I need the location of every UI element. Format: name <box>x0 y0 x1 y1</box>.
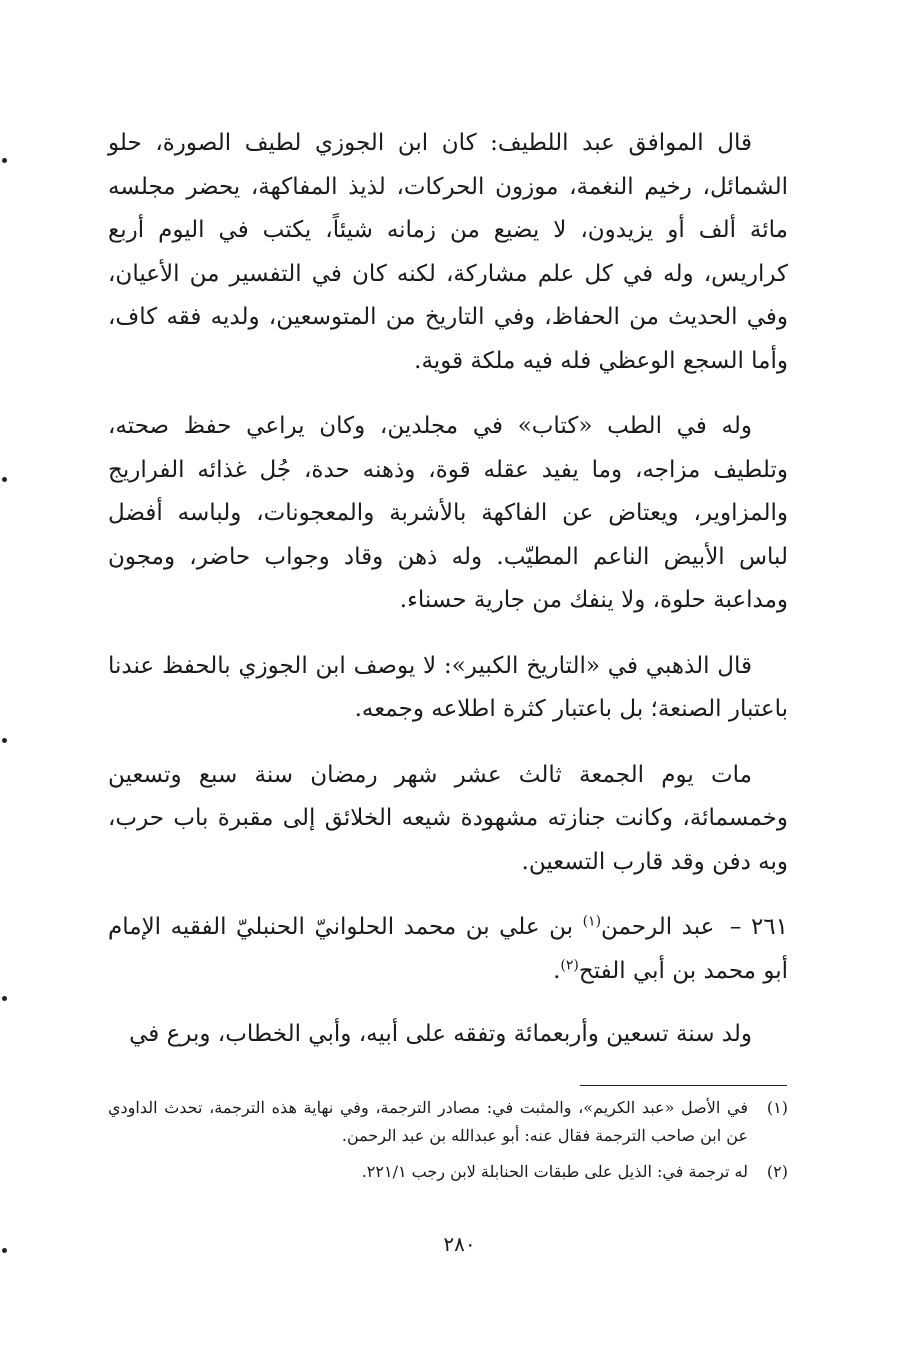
paragraph-1: قال الموافق عبد اللطيف: كان ابن الجوزي لطيف الصورة، حلو الشمائل، رخيم النغمة، موزون الحركات، لذيذ المفاكهة، يحضر مجلسه مائة ألف أو يزيدون، لا يضيع من زمانه شيئاً، يكتب في اليوم أربع كراريس، وله في كل علم مشاركة، لكنه كان في التفسير من الأعيان، وفي الحديث من الحفاظ، وفي التاريخ من المتوسعين، ولديه فقه كاف، وأما السجع الوعظي فله فيه ملكة قوية. <box>108 130 788 374</box>
page-number: ٢٨٠ <box>443 1232 476 1256</box>
entry-number: ٢٦١ – <box>729 914 788 940</box>
paragraph-5: ولد سنة تسعين وأربعمائة وتفقه على أبيه، وأبي الخطاب، وبرع في <box>129 1021 752 1047</box>
footnote-ref-2: (٢) <box>560 956 579 973</box>
scan-edge-mark <box>2 996 7 1001</box>
paragraph-3: قال الذهبي في «التاريخ الكبير»: لا يوصف ابن الجوزي بالحفظ عندنا باعتبار الصنعة؛ بل باعتبار كثرة اطلاعه وجمعه. <box>108 652 788 722</box>
footnotes <box>108 1094 788 1194</box>
footnote-divider <box>580 1085 787 1086</box>
entry-end: . <box>553 957 561 984</box>
footnote-2-number: (٢) <box>766 1162 788 1181</box>
paragraph-2: وله في الطب «كتاب» في مجلدين، وكان يراعي حفظ صحته، وتلطيف مزاجه، وما يفيد عقله قوة، وذهنه حدة، جُل غذائه الفراريج والمزاوير، ويعتاض عن الفاكهة بالأشربة والمعجونات، ولباسه أفضل لباس الأبيض الناعم المطيّب. وله ذهن وقاد وجواب حاضر، ومجون ومداعبة حلوة، ولا ينفك من جارية حسناء. <box>108 413 788 613</box>
footnote-ref-1: (١) <box>582 913 602 930</box>
main-text <box>108 122 788 1079</box>
entry-name-part2: بن علي بن محمد الحلوانيّ الحنبليّ الفقيه الإمام أبو محمد بن أبي الفتح <box>108 914 788 984</box>
footnote-1-text: في الأصل «عبد الكريم»، والمثبت في: مصادر الترجمة، وفي نهاية هذه الترجمة، تحدث الداودي عن ابن صاحب الترجمة فقال عنه: أبو عبدالله بن عبد الرحمن. <box>108 1098 748 1145</box>
footnote-2-text: له ترجمة في: الذيل على طبقات الحنابلة لابن رجب ٢٢١/١. <box>361 1162 748 1181</box>
scan-edge-mark <box>2 477 7 482</box>
footnote-2 <box>108 1158 788 1186</box>
scan-edge-mark <box>2 738 7 743</box>
paragraph-4: مات يوم الجمعة ثالث عشر شهر رمضان سنة سبع وتسعين وخمسمائة، وكانت جنازته مشهودة شيعه الخلائق إلى مقبرة باب حرب، وبه دفن وقد قارب التسعين. <box>108 761 788 875</box>
biography-entry-heading <box>108 906 788 993</box>
scan-edge-mark <box>2 158 7 163</box>
scan-edge-mark <box>2 1248 7 1253</box>
footnote-1 <box>108 1094 788 1150</box>
entry-name-part1: عبد الرحمن <box>601 914 715 940</box>
footnote-1-number: (١) <box>766 1098 788 1117</box>
